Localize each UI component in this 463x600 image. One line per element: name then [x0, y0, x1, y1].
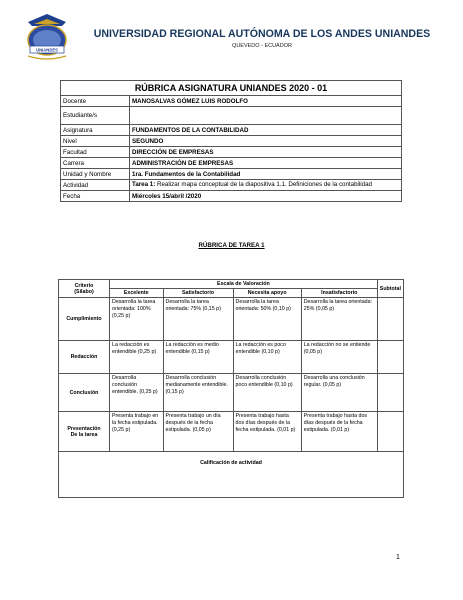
info-label: Fecha	[61, 191, 130, 202]
rubric-cell: La redacción es poco entendible (0,10 p)	[233, 341, 301, 374]
rubric-title: RÚBRICA DE TAREA 1	[198, 242, 265, 249]
criterion: Redacción	[59, 341, 110, 374]
info-label: Unidad y Nombre	[61, 169, 130, 180]
info-label: Carrera	[61, 158, 130, 169]
info-label: Asignatura	[61, 125, 130, 136]
activity-task-text: Realizar mapa conceptual de la diapositiva 1.1. Definiciones de la contabilidad	[155, 181, 372, 188]
level-header: Insatisfactorio	[301, 289, 377, 298]
level-header: Excelente	[110, 289, 164, 298]
logo-text: UNIANDES	[36, 47, 58, 53]
rubric-cell: Desarrolla conclusión entendible. (0,25 p)	[110, 374, 164, 412]
rubric-cell: Presenta trabajo en la fecha estipulada. (0,25 p)	[110, 412, 164, 452]
info-value: ADMINISTRACIÓN DE EMPRESAS	[130, 158, 402, 169]
rubric-cell: Presenta trabajo hasta dos días después de la fecha estipulada. (0,01 p)	[301, 412, 377, 452]
activity-task-label: Tarea 1:	[132, 181, 156, 188]
page-number: 1	[396, 554, 400, 561]
info-label: Actividad	[61, 180, 130, 191]
criterion: Cumplimiento	[59, 298, 110, 341]
info-value: MANOSALVAS GÓMEZ LUIS RODOLFO	[130, 96, 402, 107]
info-value: SEGUNDO	[130, 136, 402, 147]
rubric-cell: Desarrolla la tarea orientada: 75% (0,15 p)	[163, 298, 233, 341]
info-row	[61, 147, 402, 158]
rubric-main-title: RÚBRICA ASIGNATURA UNIANDES 2020 - 01	[61, 81, 402, 96]
info-row	[61, 180, 402, 191]
rubric-cell: La redacción no se entiende (0,05 p)	[301, 341, 377, 374]
info-table	[60, 80, 402, 202]
info-label: Estudiante/s	[61, 107, 130, 125]
criterion: Presentación De la tarea	[59, 412, 110, 452]
info-value: FUNDAMENTOS DE LA CONTABILIDAD	[130, 125, 402, 136]
rubric-cell: Presenta trabajo un día después de la fecha estipulada. (0,05 p)	[163, 412, 233, 452]
rubric-cell: Desarrolla conclusión poco entendible (0,10 p)	[233, 374, 301, 412]
info-value: 1ra. Fundamentos de la Contabilidad	[130, 169, 402, 180]
info-value: DIRECCIÓN DE EMPRESAS	[130, 147, 402, 158]
subtotal-header: Subtotal	[377, 280, 403, 298]
level-header: Satisfactorio	[163, 289, 233, 298]
rubric-row	[59, 298, 404, 341]
info-value: Miércoles 15/abril /2020	[130, 191, 402, 202]
info-row	[61, 158, 402, 169]
subtotal-cell	[377, 341, 403, 374]
info-row	[61, 125, 402, 136]
info-value	[130, 107, 402, 125]
info-label: Facultad	[61, 147, 130, 158]
criterio-header: Criterio (Silabo)	[59, 280, 110, 298]
rubric-cell: Desarrolla la tarea orientada: 100% (0,25 p)	[110, 298, 164, 341]
rubric-table	[58, 279, 404, 498]
info-row	[61, 169, 402, 180]
criterion: Conclusión	[59, 374, 110, 412]
rubric-cell: Desarrolla la tarea orientada: 25% (0,05 p)	[301, 298, 377, 341]
info-label: Docente	[61, 96, 130, 107]
rubric-row	[59, 374, 404, 412]
university-location: QUEVEDO - ECUADOR	[232, 43, 292, 49]
info-row	[61, 136, 402, 147]
rubric-row	[59, 412, 404, 452]
info-label: Nivel	[61, 136, 130, 147]
rubric-row	[59, 341, 404, 374]
subtotal-cell	[377, 412, 403, 452]
info-row	[61, 191, 402, 202]
calificacion-row	[59, 452, 404, 498]
university-logo	[22, 12, 72, 60]
rubric-cell: La redacción es entendible (0,25 p)	[110, 341, 164, 374]
rubric-cell: Desarrolla la tarea orientada: 50% (0,10 p)	[233, 298, 301, 341]
info-row	[61, 107, 402, 125]
activity-value	[130, 180, 402, 191]
subtotal-cell	[377, 374, 403, 412]
rubric-cell: Desarrolla una conclusión regular. (0,05 p)	[301, 374, 377, 412]
rubric-cell: La redacción es medio entendible (0,15 p)	[163, 341, 233, 374]
rubric-cell: Desarrolla conclusión medianamente entendible. (0,15 p)	[163, 374, 233, 412]
calificacion-label: Calificación de actividad	[59, 452, 404, 498]
rubric-cell: Presenta trabajo hasta dos días después de la fecha estipulada. (0,01 p)	[233, 412, 301, 452]
subtotal-cell	[377, 298, 403, 341]
scale-header: Escala de Valoración	[110, 280, 378, 289]
info-row	[61, 96, 402, 107]
level-header: Necesita apoyo	[233, 289, 301, 298]
university-name: UNIVERSIDAD REGIONAL AUTÓNOMA DE LOS ANDES UNIANDES	[93, 28, 431, 40]
